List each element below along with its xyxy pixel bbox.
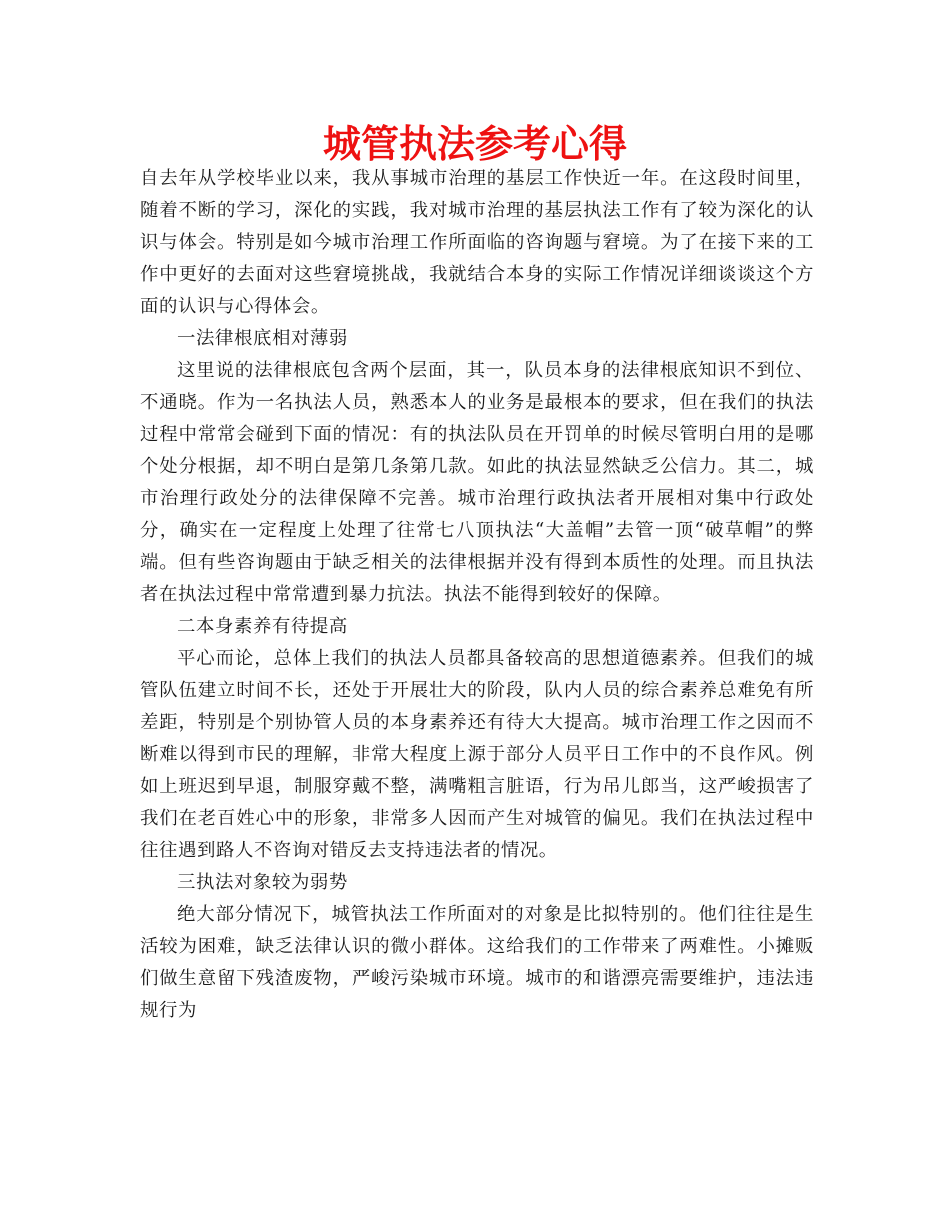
document-title: 城管执法参考心得 [322,122,627,166]
document-body [140,163,814,1027]
section-heading-2: 二本身素养有待提高 [177,616,348,637]
paragraph-intro: 自去年从学校毕业以来，我从事城市治理的基层工作快近一年。在这段时间里，随着不断的学习，深化的实践，我对城市治理的基层执法工作有了较为深化的认识与体会。特别是如今城市治理工作所面临的咨询题与窘境。为了在接下来的工作中更好的去面对这些窘境挑战，我就结合本身的实际工作情况详细谈谈这个方面的认识与心得体会。 [140,168,814,317]
section-heading-1: 一法律根底相对薄弱 [177,328,348,349]
paragraph-section-1: 这里说的法律根底包含两个层面，其一，队员本身的法律根底知识不到位、不通晓。作为一名执法人员，熟悉本人的业务是最根本的要求，但在我们的执法过程中常常会碰到下面的情况：有的执法队员在开罚单的时候尽管明白用的是哪个处分根据，却不明白是第几条第几款。如此的执法显然缺乏公信力。其二，城市治理行政处分的法律保障不完善。城市治理行政执法者开展相对集中行政处分，确实在一定程度上处理了往常七八顶执法“大盖帽”去管一顶“破草帽”的弊端。但有些咨询题由于缺乏相关的法律根据并没有得到本质性的处理。而且执法者在执法过程中常常遭到暴力抗法。执法不能得到较好的保障。 [140,360,814,605]
section-heading-3: 三执法对象较为弱势 [177,872,348,893]
paragraph-section-3: 绝大部分情况下，城管执法工作所面对的对象是比拟特别的。他们往往是生活较为困难，缺乏法律认识的微小群体。这给我们的工作带来了两难性。小摊贩们做生意留下残渣废物，严峻污染城市环境。城市的和谐漂亮需要维护，违法违规行为 [140,904,814,1021]
paragraph-section-2: 平心而论，总体上我们的执法人员都具备较高的思想道德素养。但我们的城管队伍建立时间不长，还处于开展壮大的阶段，队内人员的综合素养总难免有所差距，特别是个别协管人员的本身素养还有待大大提高。城市治理工作之因而不断难以得到市民的理解，非常大程度上源于部分人员平日工作中的不良作风。例如上班迟到早退，制服穿戴不整，满嘴粗言脏语，行为吊儿郎当，这严峻损害了我们在老百姓心中的形象，非常多人因而产生对城管的偏见。我们在执法过程中往往遇到路人不咨询对错反去支持违法者的情况。 [140,648,814,861]
